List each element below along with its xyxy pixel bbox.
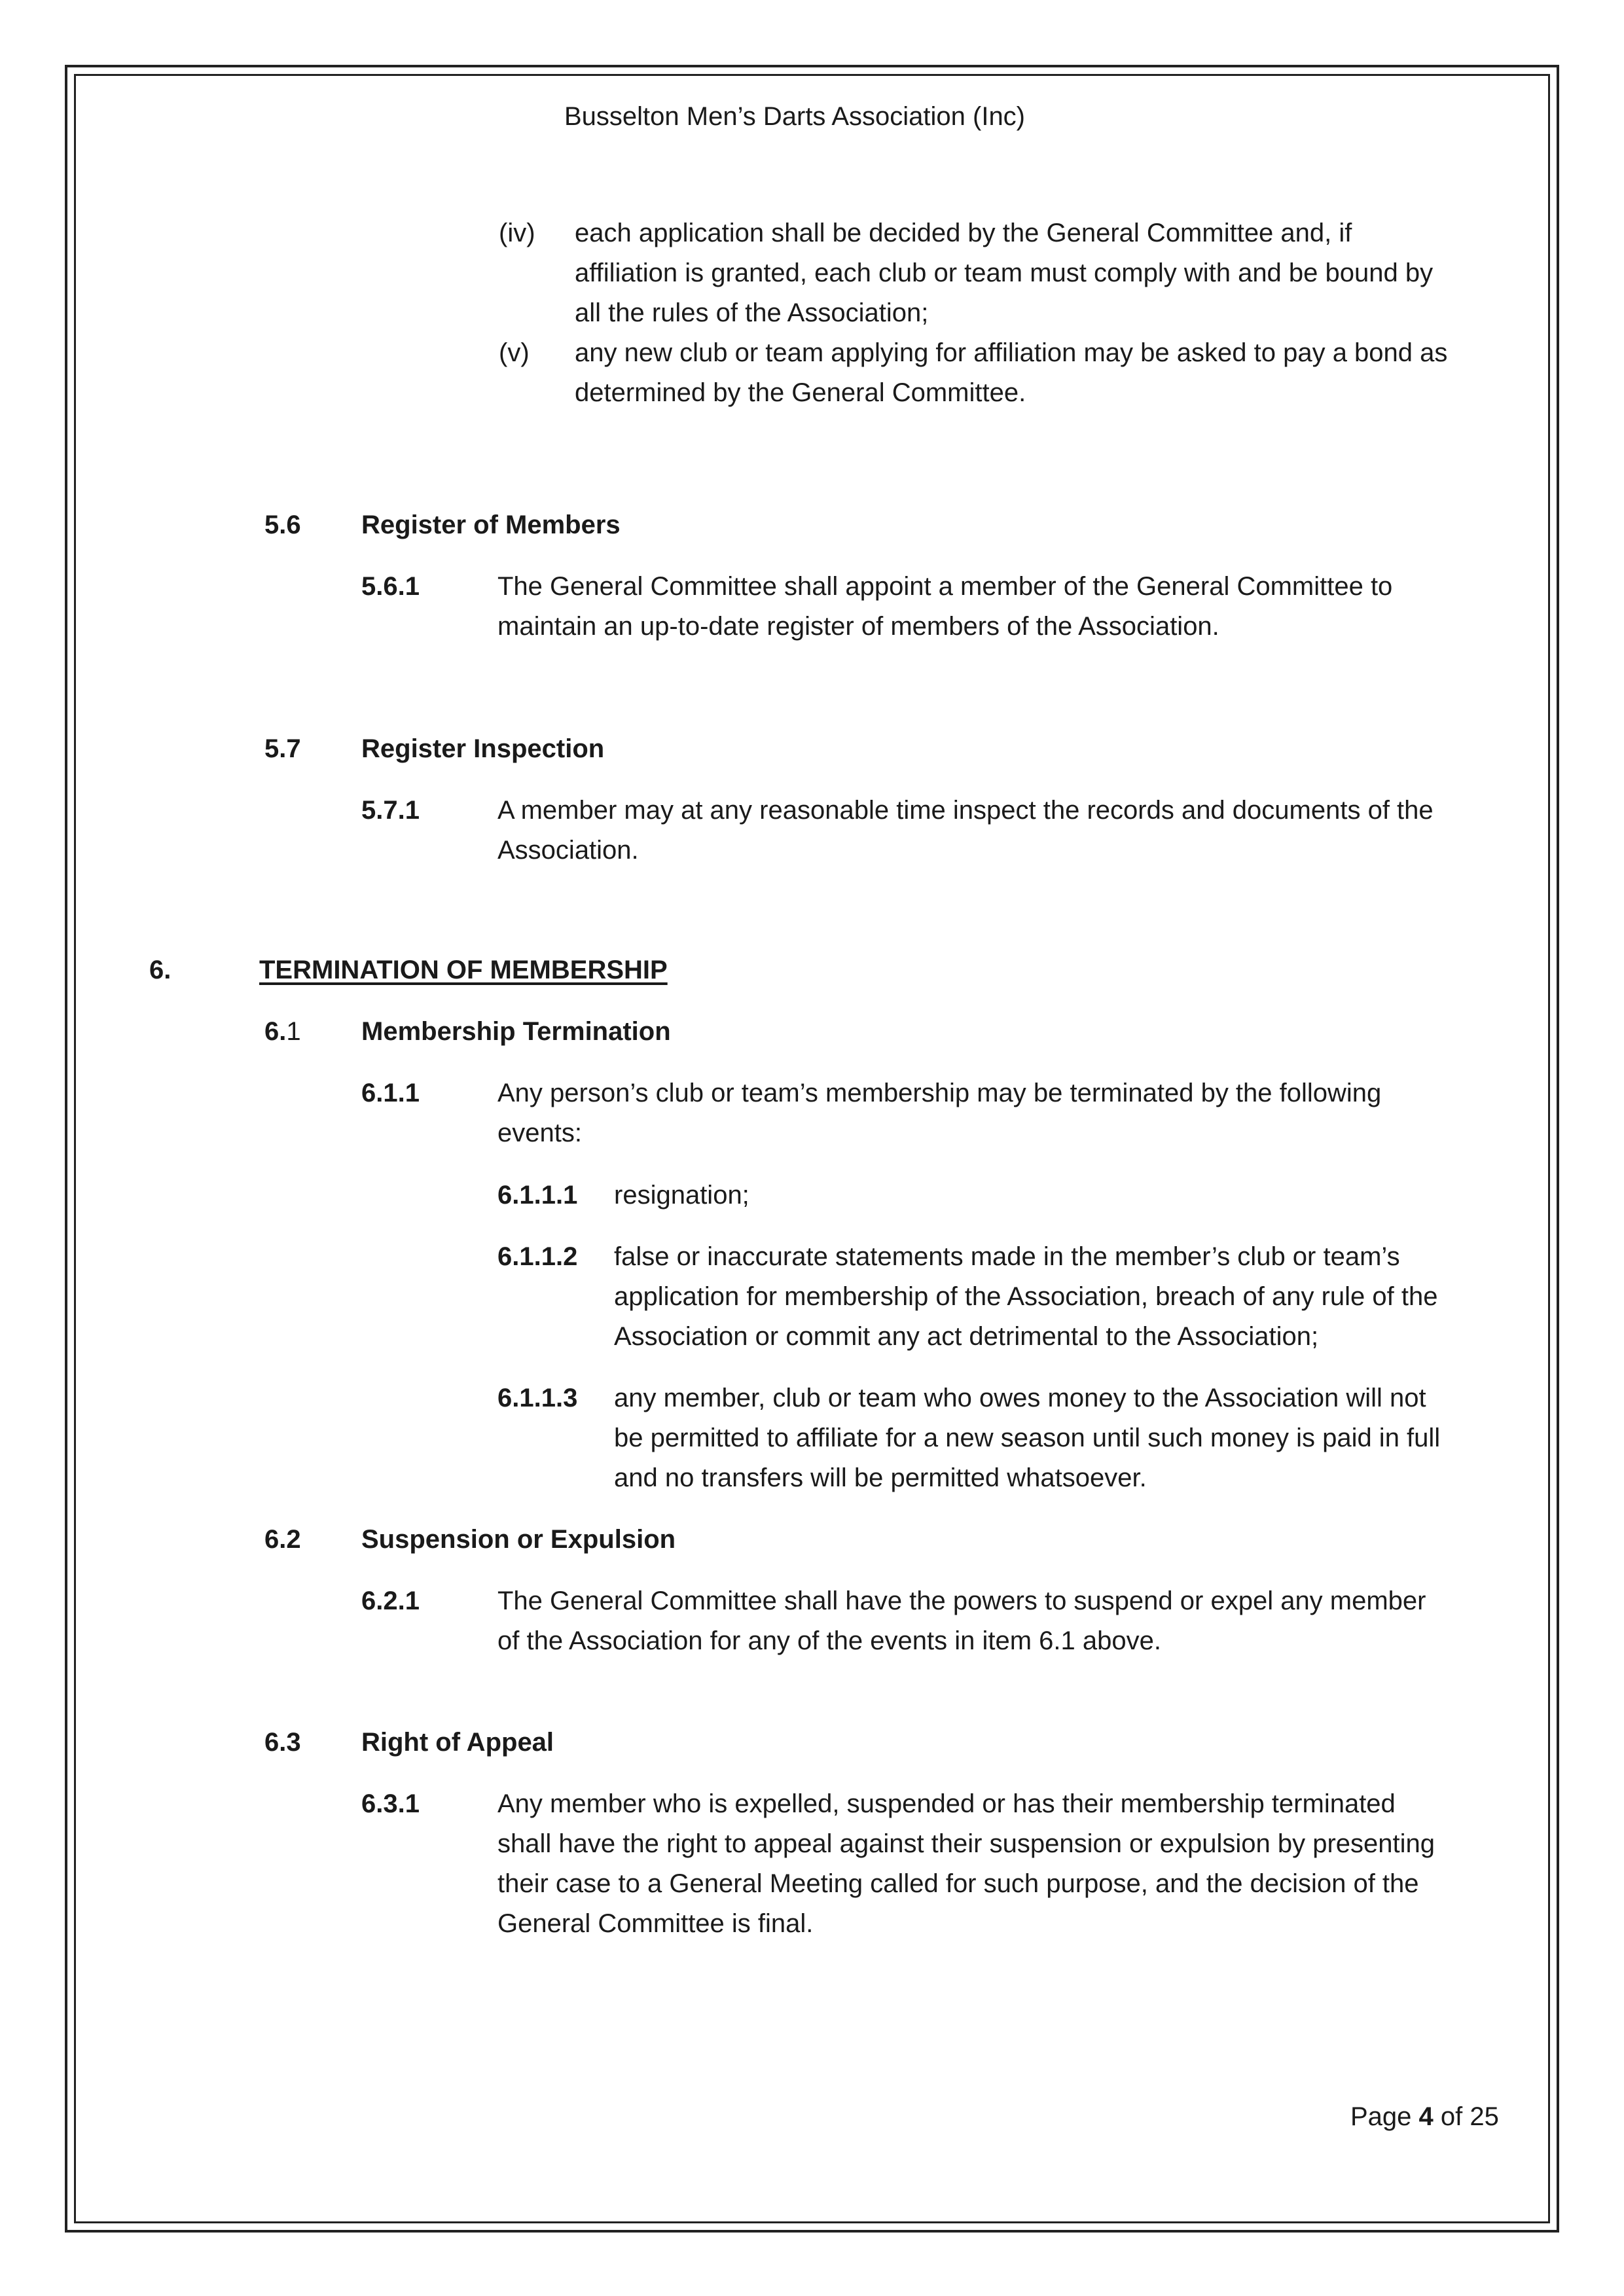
- section-6-3-heading: Right of Appeal: [361, 1728, 554, 1757]
- clause-6-2-1-text: The General Committee shall have the powers to suspend or expel any member of the Association for any of the events in item 6.1 above.: [497, 1587, 1426, 1655]
- clause-6-1-1-number: 6.1.1: [361, 1079, 420, 1107]
- section-5-7-heading: Register Inspection: [361, 734, 605, 763]
- item-v-label: (v): [499, 338, 530, 367]
- clause-6-1-1-2-text: false or inaccurate statements made in the member’s club or team’s application for membership of the Association, breach of any rule of the Association or commit any act detrimental to the Association;: [614, 1242, 1438, 1351]
- clause-6-1-1-3-text: any member, club or team who owes money to the Association will not be permitted to affiliate for a new season until such money is paid in full and no transfers will be permitted whatsoever.: [614, 1384, 1441, 1492]
- section-6-1-heading: Membership Termination: [361, 1017, 671, 1046]
- clause-5-6-1-number: 5.6.1: [361, 572, 420, 601]
- clause-6-1-1-2-number: 6.1.1.2: [497, 1242, 578, 1271]
- section-6-2-number: 6.2: [264, 1525, 301, 1554]
- section-6-3-number: 6.3: [264, 1728, 301, 1757]
- clause-6-3-1-text: Any member who is expelled, suspended or has their membership terminated shall have the right to appeal against their suspension or expulsion by presenting their case to a General Meeting called for such purpose, and the decision of the General Committee is final.: [497, 1789, 1435, 1938]
- item-iv-text: each application shall be decided by the General Committee and, if affiliation is granted, each club or team must comply with and be bound by all the rules of the Association;: [575, 219, 1434, 327]
- clause-6-1-1-1-text: resignation;: [614, 1181, 749, 1210]
- page-number: Page 4 of 25: [1350, 2102, 1499, 2131]
- section-5-6-number: 5.6: [264, 511, 301, 539]
- section-6-heading: TERMINATION OF MEMBERSHIP: [259, 956, 668, 984]
- clause-6-1-1-text: Any person’s club or team’s membership may be terminated by the following events:: [497, 1079, 1382, 1147]
- section-5-7-number: 5.7: [264, 734, 301, 763]
- section-6-2-heading: Suspension or Expulsion: [361, 1525, 676, 1554]
- clause-5-7-1-text: A member may at any reasonable time inspect the records and documents of the Association.: [497, 796, 1434, 865]
- clause-6-1-1-3-number: 6.1.1.3: [497, 1384, 578, 1412]
- section-5-6-heading: Register of Members: [361, 511, 621, 539]
- clause-5-6-1-text: The General Committee shall appoint a member of the General Committee to maintain an up-to-date register of members of the Association.: [497, 572, 1393, 641]
- clause-6-2-1-number: 6.2.1: [361, 1587, 420, 1615]
- section-6-number: 6.: [149, 956, 171, 984]
- document-header-title: Busselton Men’s Darts Association (Inc): [564, 102, 1026, 131]
- item-v-text: any new club or team applying for affiliation may be asked to pay a bond as determined by the General Committee.: [575, 338, 1448, 407]
- section-6-1-number: 6.1: [264, 1017, 301, 1046]
- item-iv-label: (iv): [499, 219, 535, 247]
- clause-5-7-1-number: 5.7.1: [361, 796, 420, 825]
- clause-6-3-1-number: 6.3.1: [361, 1789, 420, 1818]
- clause-6-1-1-1-number: 6.1.1.1: [497, 1181, 578, 1210]
